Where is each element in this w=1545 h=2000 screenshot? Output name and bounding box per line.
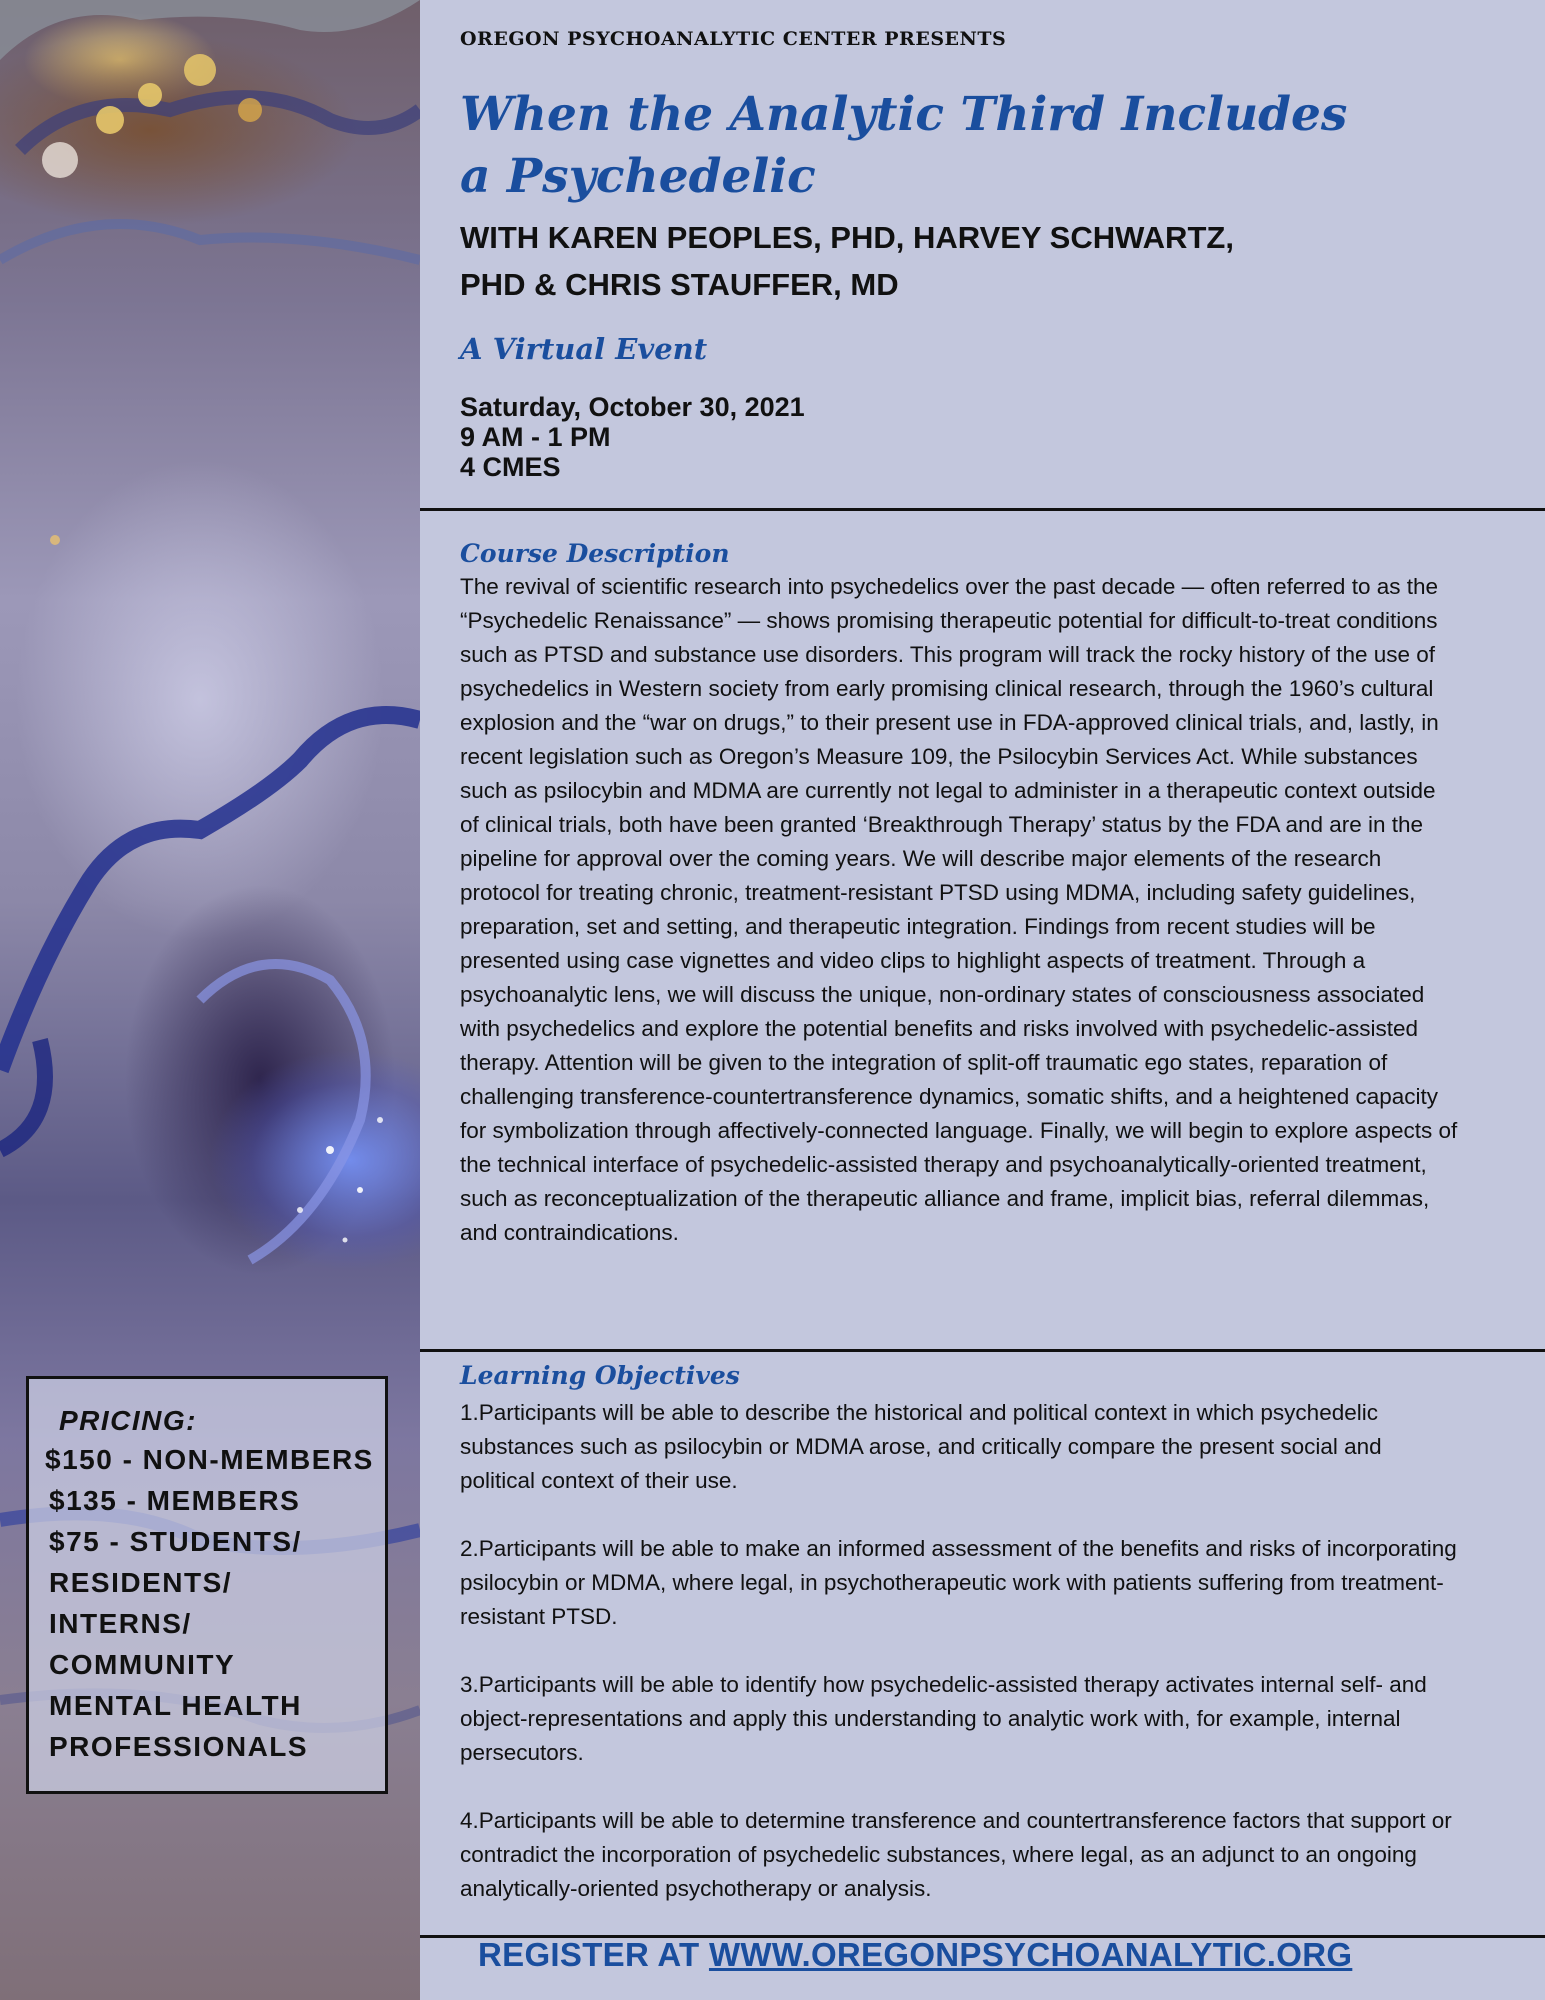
objective-item: 1.Participants will be able to describe the historical and political context in which psychedelic substances such as psilocybin or MDMA arose, and critically compare the present social and political context of their use. [460,1400,1382,1493]
course-description-heading: Course Description [460,539,730,568]
objective-item: 2.Participants will be able to make an informed assessment of the benefits and risks of incorporating psilocybin or MDMA, where legal, in psychotherapeutic work with patients suffering from treatment-resistant PTSD. [460,1536,1457,1629]
event-details [460,392,805,482]
register-link[interactable]: WWW.OREGONPSYCHOANALYTIC.ORG [708,1936,1353,1973]
divider [420,508,1545,511]
price-line: INTERNS/ [49,1608,192,1639]
event-time: 9 AM - 1 PM [460,422,611,452]
price-line: PROFESSIONALS [49,1731,309,1762]
register-prefix: REGISTER AT [478,1936,700,1973]
event-type: A Virtual Event [460,332,708,366]
presenter-label: OREGON PSYCHOANALYTIC CENTER PRESENTS [460,28,1007,50]
learning-objectives-heading: Learning Objectives [460,1361,740,1390]
objective-item: 4.Participants will be able to determine transference and countertransference factors that support or contradict the incorporation of psychedelic substances, where legal, as an adjunct to an ongoing analytically-oriented psychotherapy or analysis. [460,1808,1452,1901]
pricing-box [26,1376,388,1794]
price-line: $75 - STUDENTS/ [49,1526,302,1557]
event-title-line: a Psychedelic [460,149,816,204]
speakers [460,214,1460,308]
speakers-line: WITH KAREN PEOPLES, PHD, HARVEY SCHWARTZ, [460,220,1234,255]
price-line: MENTAL HEALTH [49,1690,302,1721]
objective-item: 3.Participants will be able to identify how psychedelic-assisted therapy activates internal self- and object-representations and apply this understanding to analytic work with, for example, internal persecutors. [460,1672,1427,1765]
event-title-line: When the Analytic Third Includes [460,87,1348,142]
course-description-text: The revival of scientific research into psychedelics over the past decade — often referred to as the “Psychedelic Renaissance” — shows promising therapeutic potential for difficult-to-treat conditions such as PTSD and substance use disorders. This program will track the rocky history of the use of psychedelics in Western society from early promising clinical research, through the 1960’s cultural explosion and the “war on drugs,” to their present use in FDA-approved clinical trials, and, lastly, in recent legislation such as Oregon’s Measure 109, the Psilocybin Services Act. While substances such as psilocybin and MDMA are currently not legal to administer in a therapeutic context outside of clinical trials, both have been granted ‘Breakthrough Therapy’ status by the FDA and are in the pipeline for approval over the coming years. We will describe major elements of the research protocol for treating chronic, treatment-resistant PTSD using MDMA, including safety guidelines, preparation, set and setting, and therapeutic integration. Findings from recent studies will be presented using case vignettes and video clips to highlight aspects of treatment. Through a psychoanalytic lens, we will discuss the unique, non-ordinary states of consciousness associated with psychedelics and explore the potential benefits and risks involved with psychedelic-assisted therapy. Attention will be given to the integration of split-off traumatic ego states, reparation of challenging transference-countertransference dynamics, somatic shifts, and a heightened capacity for symbolization through affectively-connected language. Finally, we will begin to explore aspects of the technical interface of psychedelic-assisted therapy and psychoanalytically-oriented treatment, such as reconceptualization of the therapeutic alliance and frame, implicit bias, referral dilemmas, and contraindications. [460,574,1458,1245]
geode-photo [0,0,420,2000]
event-credits: 4 CMES [460,452,561,482]
flyer-content [420,0,1545,2000]
pricing-title: PRICING: [59,1405,197,1436]
price-line: $135 - MEMBERS [49,1485,301,1516]
price-line: COMMUNITY [49,1649,236,1680]
register-line [478,1936,1352,1974]
event-date: Saturday, October 30, 2021 [460,392,805,422]
price-line: $150 - NON-MEMBERS [45,1444,374,1475]
price-line: RESIDENTS/ [49,1567,233,1598]
learning-objectives-list [460,1396,1460,1940]
event-title [460,84,1440,208]
speakers-line: PHD & CHRIS STAUFFER, MD [460,267,899,302]
divider [420,1349,1545,1352]
